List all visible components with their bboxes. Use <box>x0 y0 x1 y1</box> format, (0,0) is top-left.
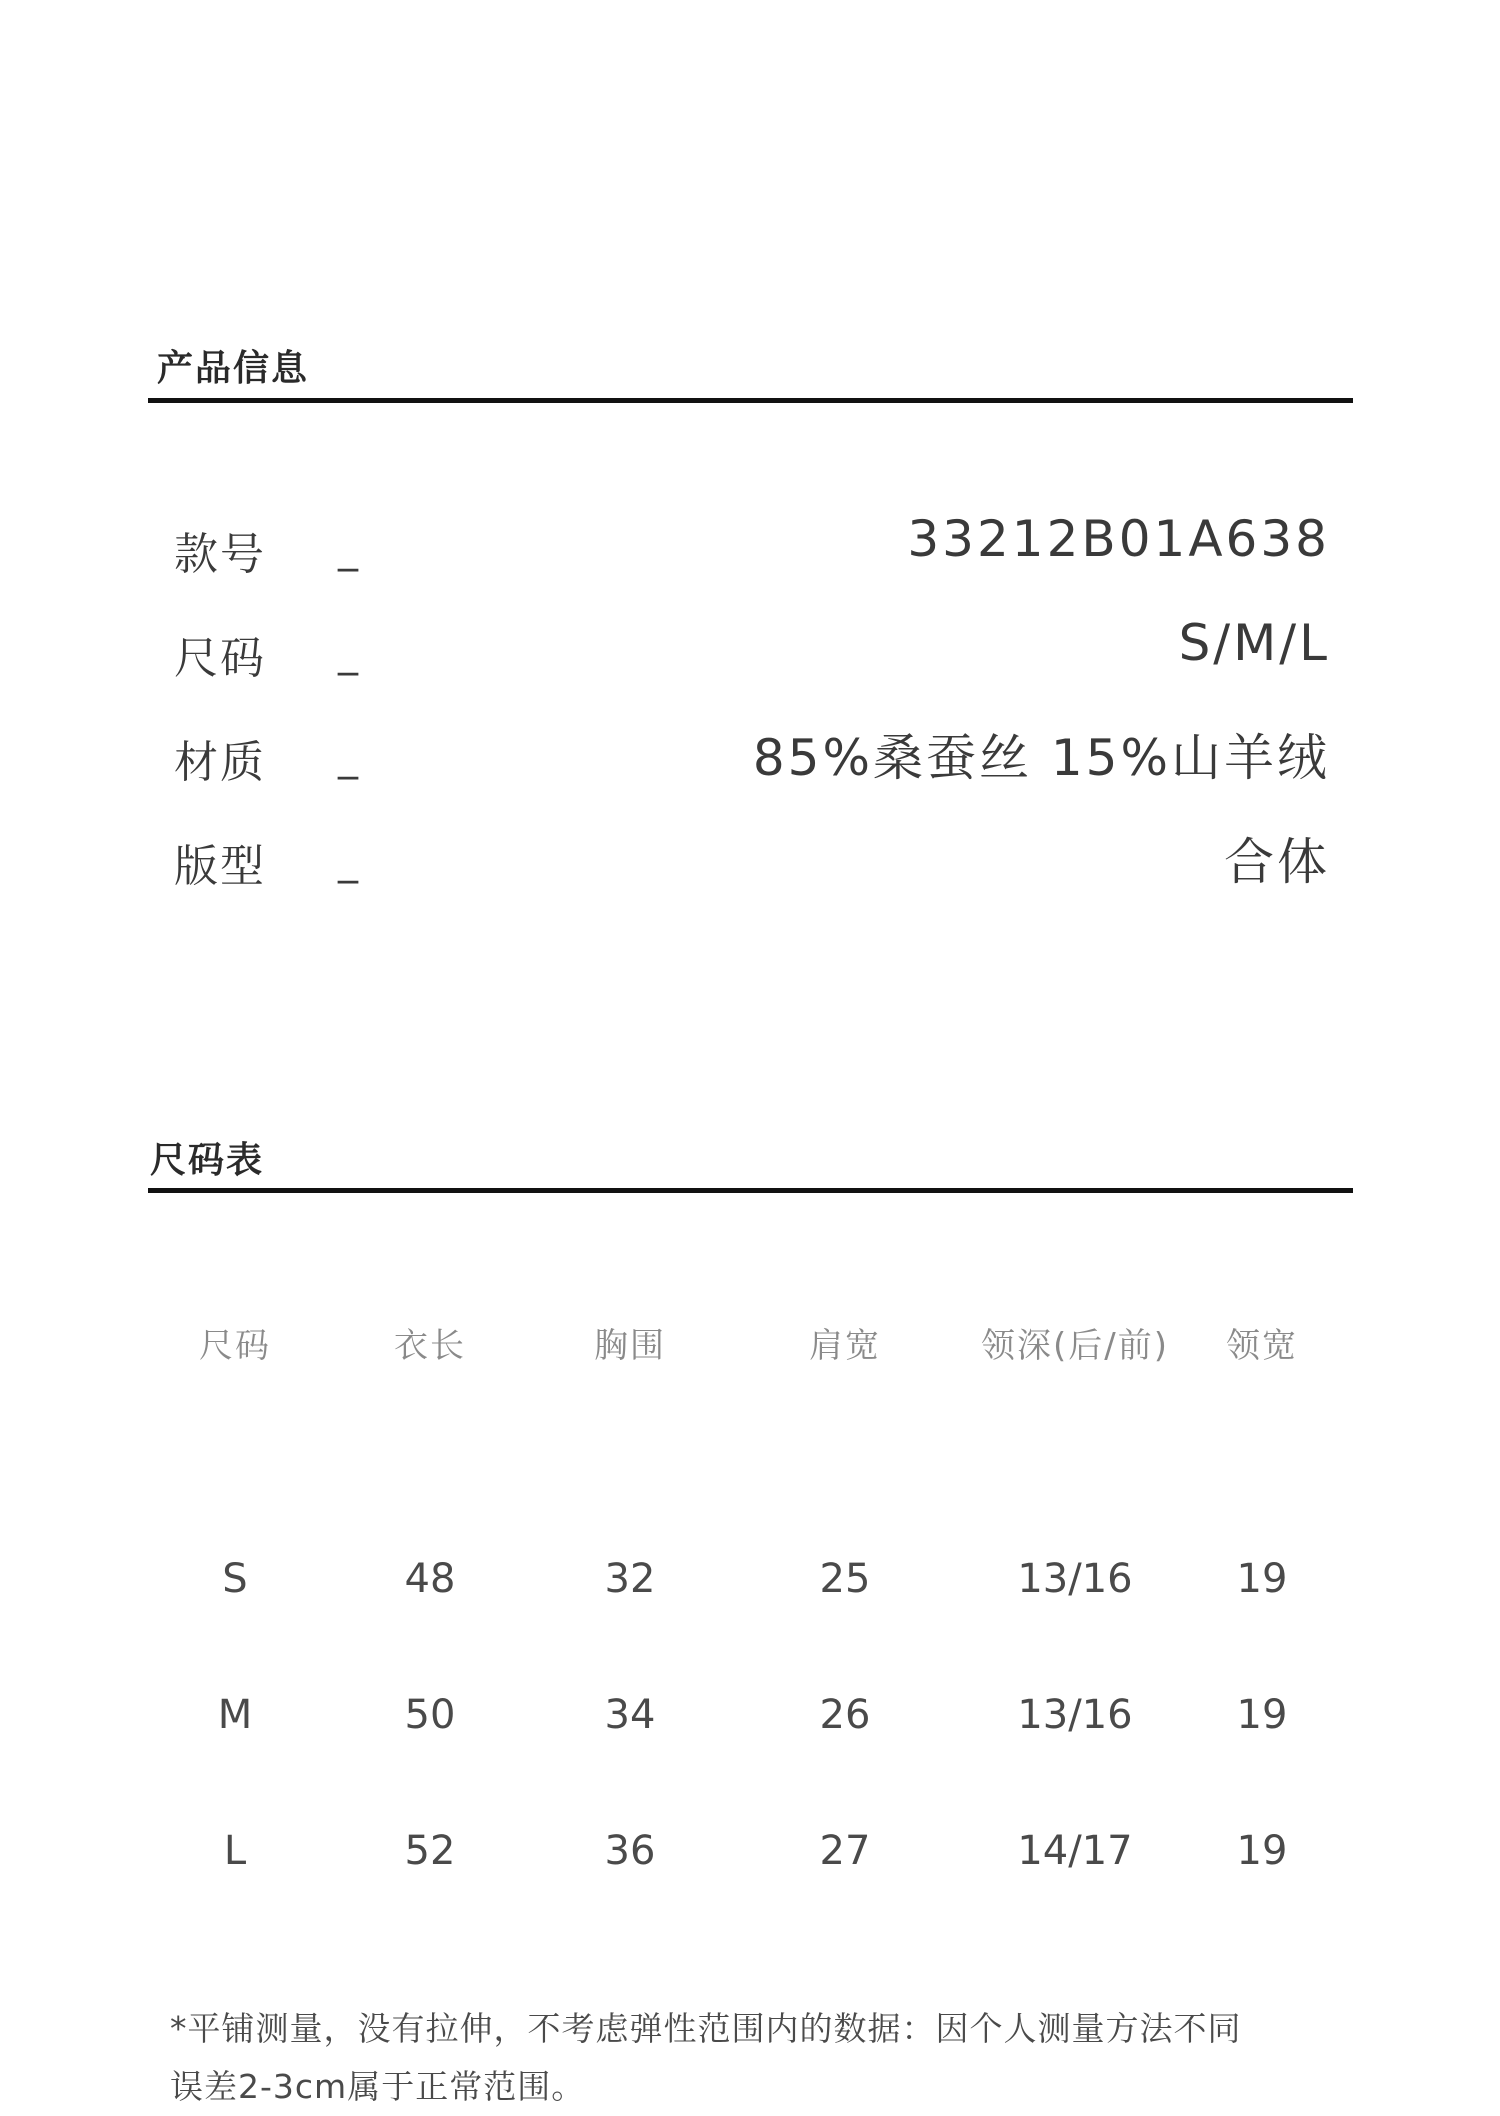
table-cell: 14/17 <box>1017 1828 1133 1874</box>
product-info-title: 产品信息 <box>157 348 310 389</box>
table-cell: M <box>217 1692 253 1738</box>
info-row-style-number <box>0 510 1500 598</box>
table-cell: 19 <box>1236 1556 1288 1602</box>
info-dash: _ <box>338 630 358 676</box>
size-chart-divider <box>148 1188 1353 1193</box>
info-dash: _ <box>338 838 358 884</box>
header-cell: 肩宽 <box>809 1326 881 1366</box>
info-row-fit <box>0 830 1500 910</box>
measurement-note <box>170 2000 1370 2116</box>
header-cell: 衣长 <box>394 1326 466 1366</box>
info-value: 合体 <box>1224 833 1330 891</box>
header-cell: 领深(后/前) <box>981 1326 1169 1366</box>
table-cell: 50 <box>404 1692 456 1738</box>
info-label: 材质 <box>174 737 266 788</box>
table-cell: 19 <box>1236 1692 1288 1738</box>
table-cell: L <box>223 1828 247 1874</box>
size-chart-title: 尺码表 <box>150 1140 265 1181</box>
info-value: 33212B01A638 <box>907 510 1330 568</box>
note-line-2: 误差2-3cm属于正常范围。 <box>170 2067 586 2106</box>
info-label: 尺码 <box>174 633 266 684</box>
info-row-size <box>0 614 1500 702</box>
table-cell: 34 <box>604 1692 656 1738</box>
table-cell: 25 <box>819 1556 871 1602</box>
header-cell: 尺码 <box>199 1326 271 1366</box>
info-label: 版型 <box>174 841 266 892</box>
info-label: 款号 <box>174 529 266 580</box>
table-cell: 26 <box>819 1692 871 1738</box>
header-cell: 领宽 <box>1226 1326 1298 1366</box>
product-info-divider <box>148 398 1353 403</box>
size-table <box>0 1310 1500 1874</box>
table-cell: S <box>222 1556 248 1602</box>
table-header-row <box>0 1310 1500 1446</box>
table-cell: 48 <box>404 1556 456 1602</box>
table-row <box>0 1582 1500 1738</box>
table-row <box>0 1718 1500 1874</box>
table-cell: 13/16 <box>1017 1556 1133 1602</box>
note-line-1: *平铺测量，没有拉伸，不考虑弹性范围内的数据：因个人测量方法不同 <box>170 2009 1242 2048</box>
info-value: 85%桑蚕丝 15%山羊绒 <box>752 729 1330 787</box>
info-value: S/M/L <box>1178 614 1330 672</box>
table-cell: 32 <box>604 1556 656 1602</box>
table-cell: 36 <box>604 1828 656 1874</box>
table-cell: 19 <box>1236 1828 1288 1874</box>
table-cell: 52 <box>404 1828 456 1874</box>
info-dash: _ <box>338 526 358 572</box>
table-row <box>0 1446 1500 1602</box>
info-row-material <box>0 726 1500 806</box>
table-cell: 13/16 <box>1017 1692 1133 1738</box>
table-cell: 27 <box>819 1828 871 1874</box>
info-dash: _ <box>338 734 358 780</box>
header-cell: 胸围 <box>594 1326 666 1366</box>
